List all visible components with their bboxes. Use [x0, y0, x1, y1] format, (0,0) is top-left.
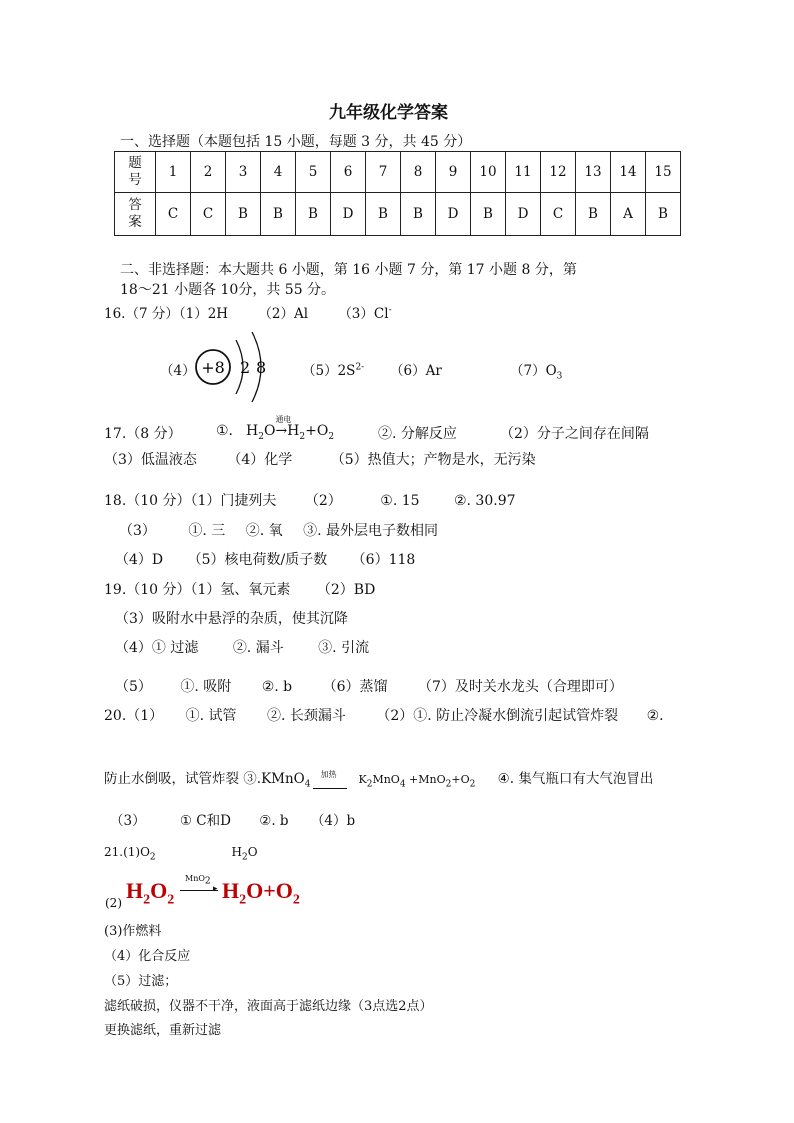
q17-lead: 17.（8 分） [104, 426, 182, 442]
q19-line2: （3）吸附水中悬浮的杂质，使其沉降 [115, 611, 348, 627]
q21-line1: $21.(1)O_2$ $H_2O$ [104, 845, 258, 863]
table-cell: 6 [331, 152, 366, 193]
q19-line4: （5） ①. 吸附 ②. b （6）蒸馏 （7）及时关水龙头（合理即可） [115, 679, 623, 695]
q18-line1: 18.（10 分）（1）门捷列夫 （2） ①. 15 ②. 30.97 [104, 493, 516, 509]
q21-catalyst: MnO$_2$ [185, 874, 211, 887]
table-cell: 8 [401, 152, 436, 193]
table-cell: B [646, 193, 681, 236]
table-cell: 13 [576, 152, 611, 193]
shell1-electrons: 2 [240, 358, 251, 377]
q20-arrow [313, 788, 347, 789]
q16-p7: $(7)O_3$ [510, 363, 563, 382]
q17-line2: （3）低温液态 （4）化学 （5）热值大；产物是水，无污染 [104, 452, 536, 468]
table-cell: 15 [646, 152, 681, 193]
table-cell: 3 [226, 152, 261, 193]
table-cell: 2 [191, 152, 226, 193]
table-cell: D [331, 193, 366, 236]
table-cell: D [506, 193, 541, 236]
q17-c2: ②. 分解反应 [378, 426, 457, 442]
table-cell: 9 [436, 152, 471, 193]
q21-equation-right: $H_2O+O_2$ [222, 878, 300, 908]
table-row [115, 193, 681, 236]
q21-p2: (2) [105, 896, 122, 910]
table-cell: B [226, 193, 261, 236]
atom-structure-diagram [190, 328, 280, 408]
q17-condition: 通电 [275, 415, 292, 424]
row-header: 答 案 [115, 193, 156, 236]
table-cell: 7 [366, 152, 401, 193]
q20-condition: 加热 [320, 770, 337, 779]
q18-line2: （3） ①. 三 ②. 氧 ③. 最外层电子数相同 [119, 523, 438, 539]
q20-line3: （3） ① C和D ②. b （4）b [110, 813, 356, 829]
table-cell: 1 [156, 152, 191, 193]
table-cell: B [366, 193, 401, 236]
q19-line3: （4）① 过滤 ②. 漏斗 ③. 引流 [115, 640, 370, 656]
table-cell: C [191, 193, 226, 236]
table-cell: D [436, 193, 471, 236]
q21-p4: （4）化合反应 [104, 949, 191, 964]
answer-table [114, 151, 681, 236]
table-cell: B [261, 193, 296, 236]
table-cell: A [611, 193, 646, 236]
q16-p6: （6）Ar [390, 363, 442, 379]
table-cell: 10 [471, 152, 506, 193]
table-cell: B [576, 193, 611, 236]
q20-line2: 防止水倒吸，试管炸裂 ③.KMnO$_4$ 加热 $K_2MnO_4 +MnO_2+O_2$ ④. 集气瓶口有大气泡冒出 [104, 770, 654, 790]
table-cell: 11 [506, 152, 541, 193]
section1-heading: 一、选择题（本题包括 15 小题，每题 3 分，共 45 分） [120, 134, 472, 150]
shell2-electrons: 8 [256, 358, 267, 377]
nucleus-charge: +8 [201, 358, 225, 377]
q16-p5: $(5)2S^{2-}$ [302, 362, 365, 379]
q21-p7: 更换滤纸，重新过滤 [104, 1023, 222, 1038]
table-cell: 12 [541, 152, 576, 193]
q21-p5: （5）过滤； [104, 974, 178, 989]
section2-heading-line2: 18～21 小题各 10分，共 55 分。 [120, 282, 336, 298]
table-cell: C [541, 193, 576, 236]
q16-line1: 16.（7 分）（1）2H （2）Al （3）Cl- [104, 305, 392, 322]
q17-c1: ①. [216, 423, 234, 439]
q21-p6: 滤纸破损，仪器不干净，液面高于滤纸边缘（3点选2点） [104, 999, 433, 1014]
q20-line1: 20.（1） ①. 试管 ②. 长颈漏斗 （2）①. 防止冷凝水倒流引起试管炸裂 ②. [104, 708, 664, 724]
table-cell: 4 [261, 152, 296, 193]
q17-c3: （2）分子之间存在间隔 [500, 426, 649, 442]
table-cell: B [471, 193, 506, 236]
q19-line1: 19.（10 分）（1）氢、氧元素 （2）BD [104, 582, 376, 598]
q17-equation: $H_2O$ 通电 $\to H_2+O_2$ [246, 415, 335, 442]
q21-p3: (3)作燃料 [104, 924, 162, 939]
table-cell: C [156, 193, 191, 236]
row-header: 题 号 [115, 152, 156, 193]
table-cell: 14 [611, 152, 646, 193]
section2-heading-line1: 二、非选择题：本大题共 6 小题，第 16 小题 7 分，第 17 小题 8 分，第 [120, 262, 577, 278]
table-row [115, 152, 681, 193]
table-cell: B [401, 193, 436, 236]
q18-line3: （4）D （5）核电荷数/质子数 （6）118 [115, 552, 416, 568]
table-cell: 5 [296, 152, 331, 193]
table-cell: B [296, 193, 331, 236]
page-title: 九年级化学答案 [329, 103, 448, 123]
q16-p4-label: （4） [160, 363, 196, 379]
q21-arrow-head: ▸ [213, 884, 218, 894]
q21-equation-left: $H_2O_2$ [126, 878, 175, 908]
